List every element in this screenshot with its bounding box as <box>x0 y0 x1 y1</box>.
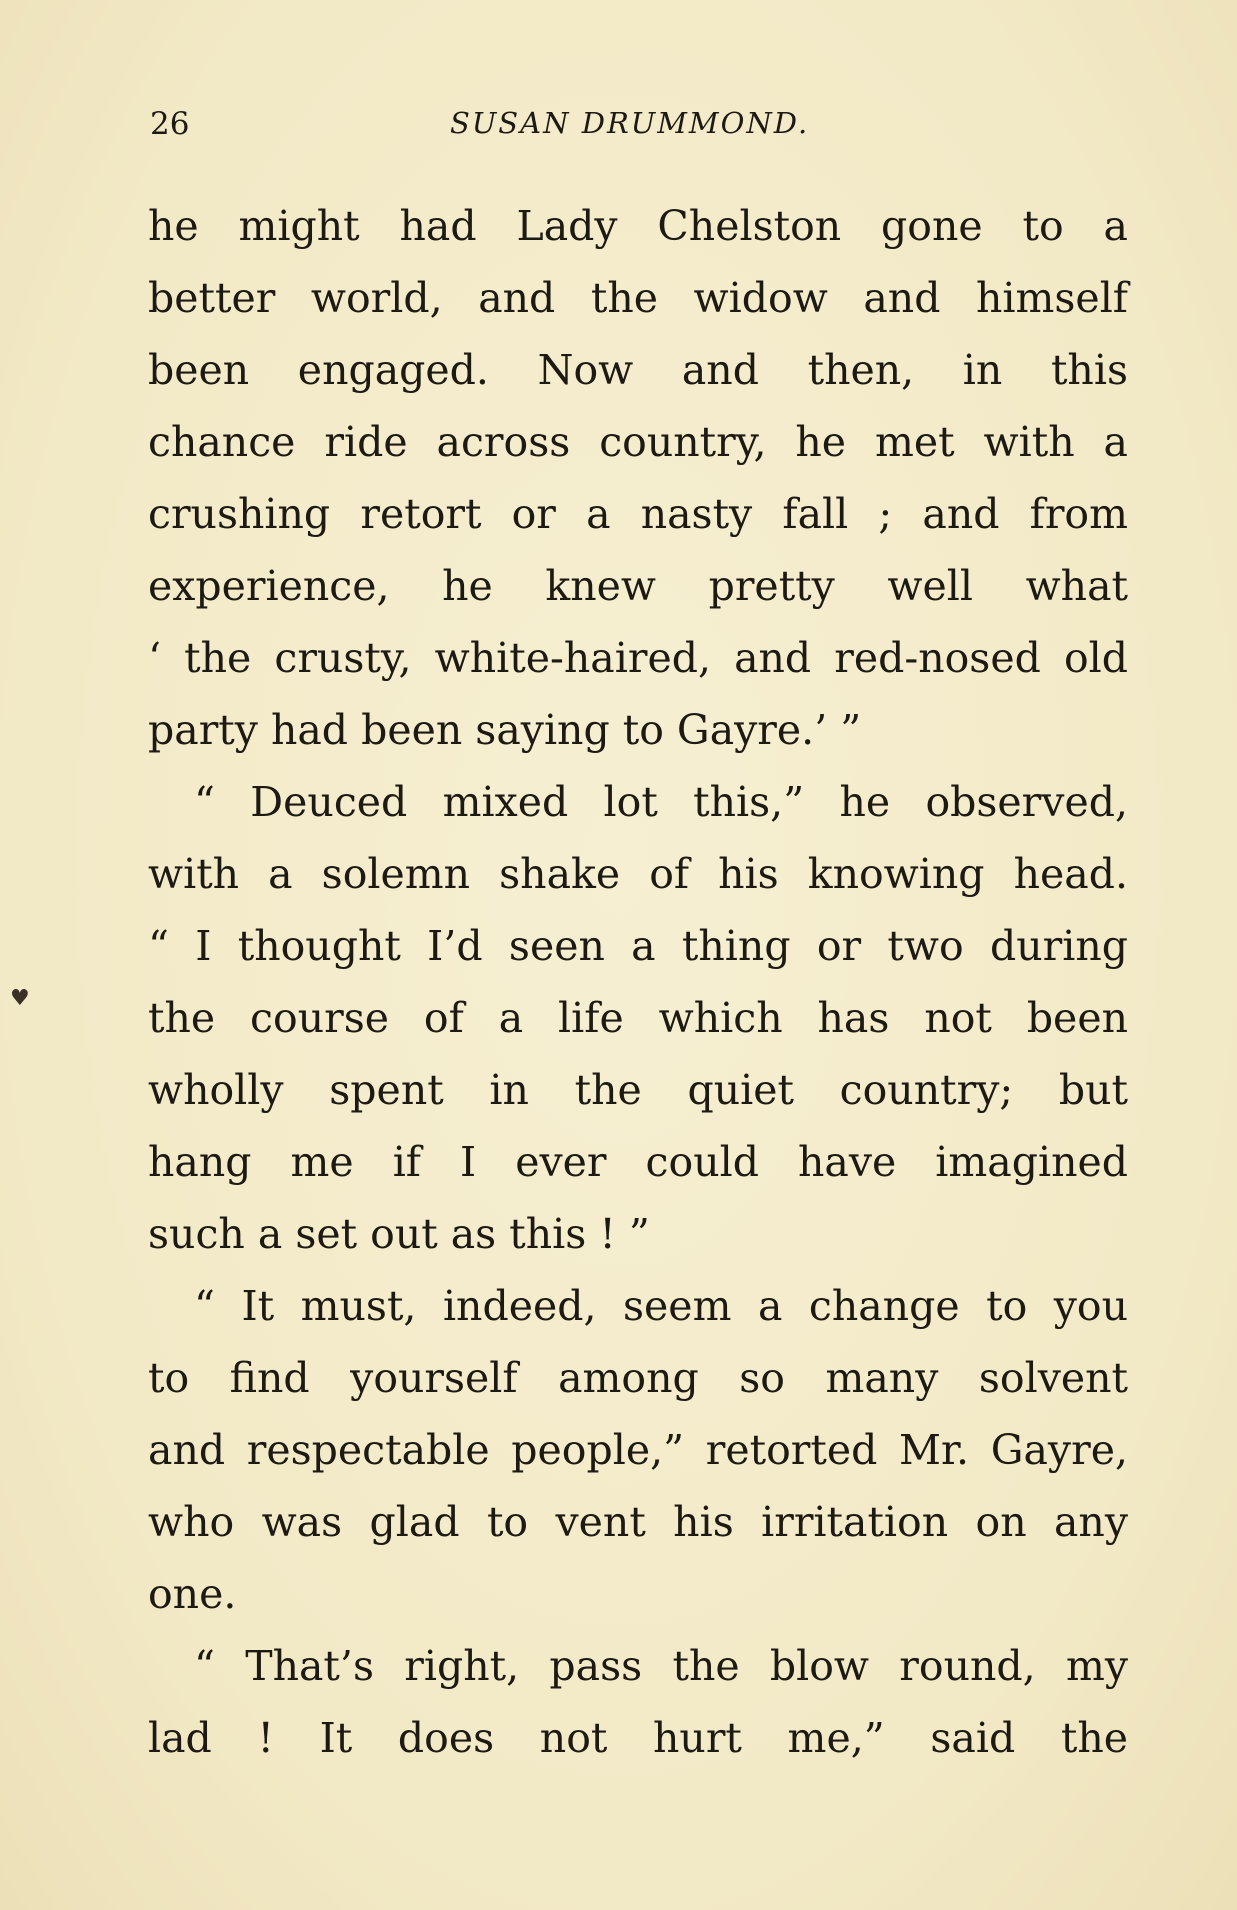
text-line: better world, and the widow and himself <box>148 274 1128 322</box>
text-line: experience, he knew pretty well what <box>148 562 1128 610</box>
text-line: lad ! It does not hurt me,” said the <box>148 1714 1128 1762</box>
text-line: who was glad to vent his irritation on any <box>148 1498 1128 1546</box>
text-line: “ It must, indeed, seem a change to you <box>194 1282 1128 1330</box>
page-header <box>150 106 1110 146</box>
text-line: chance ride across country, he met with a <box>148 418 1128 466</box>
running-title: SUSAN DRUMMOND. <box>450 106 810 140</box>
text-line: “ That’s right, pass the blow round, my <box>194 1642 1128 1690</box>
text-line: the course of a life which has not been <box>148 994 1128 1042</box>
text-line: with a solemn shake of his knowing head. <box>148 850 1128 898</box>
text-line: ‘ the crusty, white-haired, and red-nosed old <box>148 634 1128 682</box>
text-line: hang me if I ever could have imagined <box>148 1138 1128 1186</box>
text-line: he might had Lady Chelston gone to a <box>148 202 1128 250</box>
margin-mark: ♥ <box>10 986 30 1011</box>
text-line: to find yourself among so many solvent <box>148 1354 1128 1402</box>
text-line: party had been saying to Gayre.’ ” <box>148 706 862 754</box>
text-line: crushing retort or a nasty fall ; and from <box>148 490 1128 538</box>
page-number: 26 <box>150 106 190 142</box>
text-line: been engaged. Now and then, in this <box>148 346 1128 394</box>
text-line: one. <box>148 1570 237 1618</box>
text-line: wholly spent in the quiet country; but <box>148 1066 1128 1114</box>
text-line: such a set out as this ! ” <box>148 1210 650 1258</box>
text-line: “ Deuced mixed lot this,” he observed, <box>194 778 1128 826</box>
text-line: “ I thought I’d seen a thing or two during <box>148 922 1128 970</box>
text-line: and respectable people,” retorted Mr. Gayre, <box>148 1426 1128 1474</box>
